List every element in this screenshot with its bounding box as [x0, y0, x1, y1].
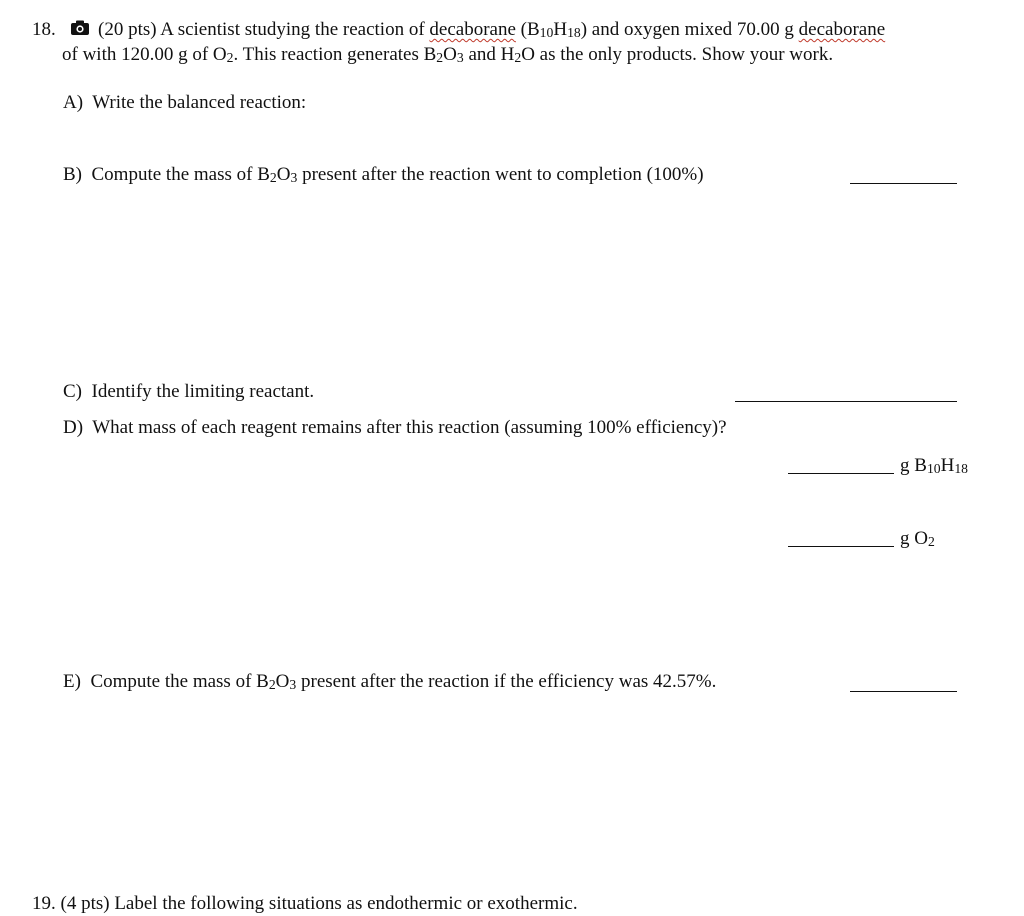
- unit-label-d1: g $B_{10}H_{18}$: [900, 455, 969, 477]
- next-question-partial: 19. (4 pts) Label the following situations as endothermic or exothermic.: [32, 893, 578, 914]
- unit-label-d2: g $O_2$: [900, 528, 935, 550]
- part-d: D) What mass of each reagent remains after this reaction (assuming 100% efficiency)?: [63, 417, 727, 438]
- part-label: E): [63, 671, 81, 692]
- answer-blank-c[interactable]: [735, 401, 957, 402]
- part-b: B) Compute the mass of $B_2O_3$ present after the reaction went to completion (100%): [63, 164, 704, 186]
- spellcheck-word: decaborane: [798, 19, 886, 40]
- answer-blank-b[interactable]: [850, 183, 957, 184]
- part-c: C) Identify the limiting reactant.: [63, 381, 315, 402]
- part-label: B): [63, 164, 82, 185]
- question-line-1: (20 pts) A scientist studying the reaction of decaborane $(B_{10}H_{18})$ and oxygen mixed 70.00 g decaborane: [62, 19, 885, 42]
- part-label: D): [63, 417, 84, 438]
- part-label: C): [63, 381, 82, 402]
- answer-blank-d1[interactable]: [788, 473, 894, 474]
- question-points: (20 pts): [98, 19, 157, 40]
- part-label: A): [63, 92, 84, 113]
- spellcheck-word: decaborane: [429, 19, 516, 40]
- answer-blank-d2[interactable]: [788, 546, 894, 547]
- part-a: A) Write the balanced reaction:: [63, 92, 307, 113]
- part-e: E) Compute the mass of $B_2O_3$ present after the reaction if the efficiency was 42.57%.: [63, 671, 717, 693]
- camera-icon: [70, 20, 90, 36]
- question-number: 18.: [32, 19, 56, 40]
- question-line-2: of with 120.00 g of $O_2$. This reaction generates $B_2O_3$ and $H_2O$ as the only products. Show your work.: [62, 44, 834, 66]
- answer-blank-e[interactable]: [850, 691, 957, 692]
